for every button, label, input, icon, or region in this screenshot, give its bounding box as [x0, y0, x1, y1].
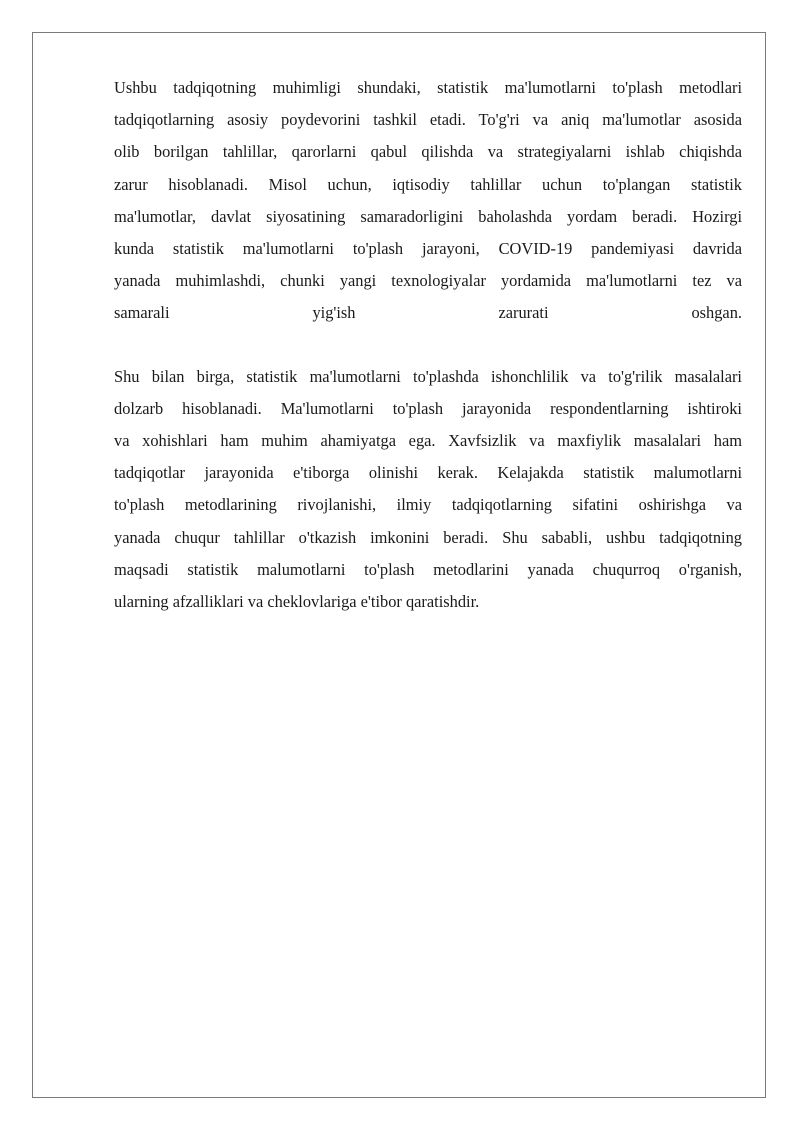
- text-line: tadqiqotlarning asosiy poydevorini tashkil etadi. To'g'ri va aniq ma'lumotlar asosida: [114, 110, 742, 130]
- text-line: olib borilgan tahlillar, qarorlarni qabul qilishda va strategiyalarni ishlab chiqishda: [114, 142, 742, 162]
- text-line: va xohishlari ham muhim ahamiyatga ega. Xavfsizlik va maxfiylik masalalari ham: [114, 431, 742, 451]
- text-line: yanada muhimlashdi, chunki yangi texnologiyalar yordamida ma'lumotlarni tez va: [114, 271, 742, 291]
- text-line: maqsadi statistik malumotlarni to'plash metodlarini yanada chuqurroq o'rganish,: [114, 559, 742, 579]
- text-line: yanada chuqur tahlillar o'tkazish imkonini beradi. Shu sababli, ushbu tadqiqotning: [114, 527, 742, 547]
- text-line: zarur hisoblanadi. Misol uchun, iqtisodiy tahlillar uchun to'plangan statistik: [114, 174, 742, 194]
- paragraph-importance: [114, 72, 742, 330]
- text-line: dolzarb hisoblanadi. Ma'lumotlarni to'plash jarayonida respondentlarning ishtiroki: [114, 398, 742, 418]
- text-line: kunda statistik ma'lumotlarni to'plash jarayoni, COVID-19 pandemiyasi davrida: [114, 239, 742, 259]
- text-line: tadqiqotlar jarayonida e'tiborga olinishi kerak. Kelajakda statistik malumotlarni: [114, 463, 742, 483]
- text-line: Shu bilan birga, statistik ma'lumotlarni to'plashda ishonchlilik va to'g'rilik masalalari: [114, 366, 742, 386]
- paragraph-reliability: [114, 361, 742, 619]
- text-line: Ushbu tadqiqotning muhimligi shundaki, statistik ma'lumotlarni to'plash metodlari: [114, 78, 742, 97]
- text-line: to'plash metodlarining rivojlanishi, ilmiy tadqiqotlarning sifatini oshirishga va: [114, 495, 742, 515]
- text-line: ma'lumotlar, davlat siyosatining samaradorligini baholashda yordam beradi. Hozirgi: [114, 206, 742, 226]
- text-line: samarali yig'ish zarurati oshgan.: [114, 303, 742, 323]
- document-body: [114, 72, 742, 649]
- text-line: ularning afzalliklari va cheklovlariga e'tibor qaratishdir.: [114, 592, 480, 612]
